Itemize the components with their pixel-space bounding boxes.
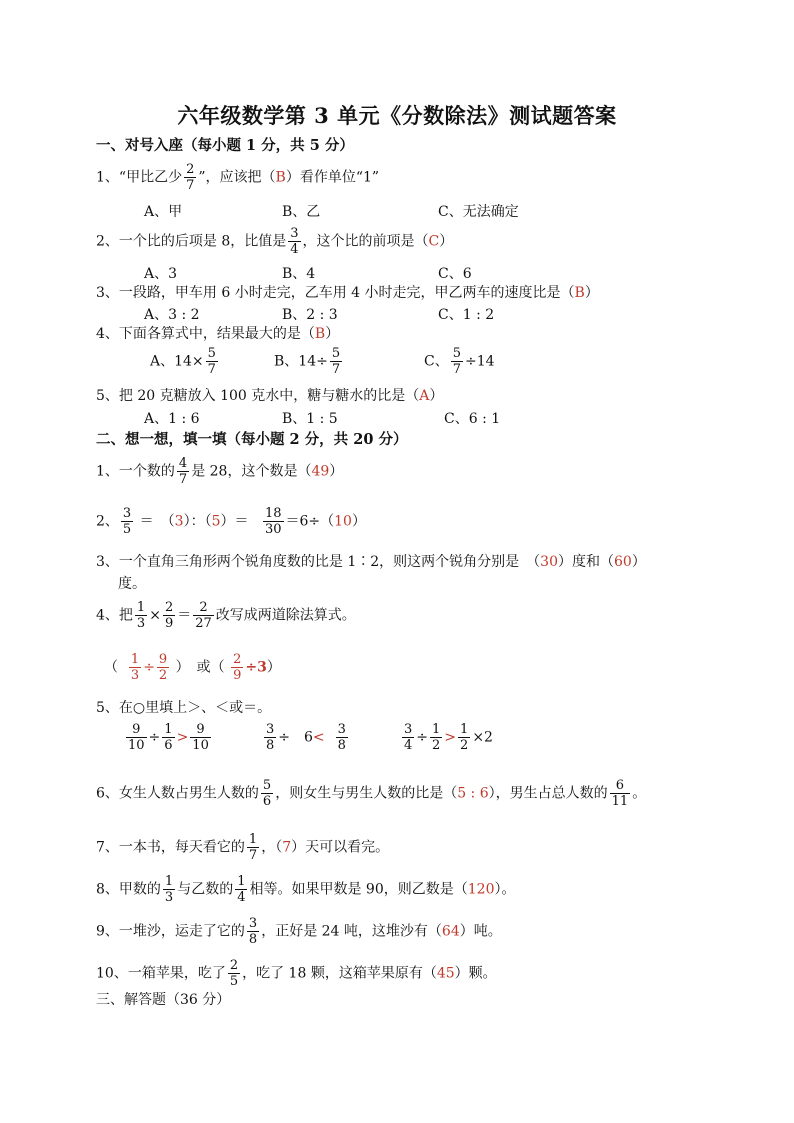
compare-1: $\frac{9}{10}$ ÷ $\frac{1}{6}$ > $\frac{9}{10}$	[128, 722, 209, 753]
compare-2: $\frac{3}{8}$ ÷ 6< $\frac{3}{8}$	[266, 722, 346, 753]
option-a: A、甲	[144, 204, 183, 220]
fraction: $\frac{18}{30}$	[264, 506, 282, 537]
answer: >	[444, 729, 457, 746]
answer: B	[574, 285, 585, 301]
answer: 5 : 6	[457, 785, 489, 802]
answer: C	[428, 233, 440, 250]
answer: 64	[441, 923, 460, 940]
fraction: $\frac{2}{27}$	[195, 600, 212, 631]
fraction: $\frac{3}{4}$	[404, 722, 413, 753]
s2-q3-line2: 度。	[118, 576, 146, 592]
fraction: $\frac{9}{10}$	[128, 722, 145, 753]
fraction: $\frac{4}{7}$	[178, 456, 188, 487]
fraction: $\frac{1}{6}$	[164, 722, 173, 753]
s2-q2: 2、 $\frac{3}{5}$ ＝ （3）：（5）＝ $\frac{18}{30}$ ＝6÷（10）	[96, 506, 366, 537]
fraction: $\frac{9}{2}$	[158, 652, 168, 683]
option-c: C、 $\frac{5}{7}$ ÷14	[424, 346, 495, 377]
section-2-heading: 二、想一想，填一填（每小题 2 分，共 20 分）	[96, 431, 408, 448]
answer: B	[314, 326, 326, 342]
answer: 49	[311, 463, 330, 480]
answer: 5	[211, 513, 221, 530]
s2-q7: 7、一本书，每天看它的 $\frac{1}{7}$ ，（7）天可以看完。	[96, 832, 390, 863]
fraction: $\frac{2}{5}$	[229, 958, 239, 989]
option-c: C、无法确定	[438, 204, 519, 220]
answer: 45	[436, 965, 455, 982]
option-b: B、1 : 5	[282, 411, 338, 427]
option-a: A、1 : 6	[144, 411, 200, 427]
fraction: $\frac{1}{3}$	[136, 600, 146, 631]
option-b: B、乙	[282, 204, 321, 220]
fraction: $\frac{1}{4}$	[237, 874, 246, 905]
fraction: $\frac{5}{7}$	[452, 346, 461, 377]
fraction: $\frac{9}{10}$	[192, 722, 209, 753]
option-b: B、14÷ $\frac{5}{7}$	[274, 346, 341, 377]
answer: >	[176, 729, 189, 746]
answer: A	[419, 388, 430, 404]
section-3-heading: 三、解答题（36 分）	[96, 992, 231, 1008]
option-c: C、1 : 2	[438, 307, 495, 323]
answer: 3	[174, 513, 184, 530]
answer: 10	[334, 513, 352, 530]
s2-q3: 3、一个直角三角形两个锐角度数的比是 1∶2，则这两个锐角分别是 （30）度和（60）	[96, 554, 646, 570]
fraction: $\frac{2}{7}$	[186, 162, 195, 193]
fraction: $\frac{1}{3}$	[130, 652, 140, 683]
section-1-heading: 一、对号入座（每小题 1 分，共 5 分）	[96, 137, 354, 154]
answer: B	[275, 169, 286, 186]
answer: 60	[614, 554, 632, 570]
fraction: $\frac{1}{7}$	[248, 832, 258, 863]
fraction: $\frac{5}{6}$	[262, 778, 272, 809]
fraction: $\frac{1}{2}$	[460, 722, 469, 753]
option-b: B、2 : 3	[282, 307, 338, 323]
option-c: C、6 : 1	[444, 411, 501, 427]
answer: <	[312, 729, 325, 746]
fraction: $\frac{2}{9}$	[164, 600, 174, 631]
fraction: $\frac{1}{3}$	[164, 874, 174, 905]
fraction: $\frac{1}{2}$	[432, 722, 441, 753]
compare-3: $\frac{3}{4}$ ÷ $\frac{1}{2}$ > $\frac{1}{2}$ ×2	[404, 722, 493, 753]
s2-q6: 6、女生人数占男生人数的 $\frac{5}{6}$ ，则女生与男生人数的比是（5 : 6），男生占总人数的 $\frac{6}{11}$ 。	[96, 778, 647, 809]
s1-q4: 4、下面各算式中，结果最大的是（B）	[96, 326, 340, 342]
s2-q8: 8、甲数的 $\frac{1}{3}$ 与乙数的 $\frac{1}{4}$ 相等。如果甲数是 90，则乙数是（120）。	[96, 874, 516, 905]
fraction: $\frac{3}{5}$	[122, 506, 132, 537]
option-a: A、3	[144, 266, 178, 282]
fraction: $\frac{6}{11}$	[611, 778, 629, 809]
s2-q4-answer: （ $\frac{1}{3}$ ÷ $\frac{9}{2}$ ） 或（ $\frac{2}{9}$ ÷3）	[104, 652, 281, 683]
s2-q4: 4、把 $\frac{1}{3}$ × $\frac{2}{9}$ ＝ $\frac{2}{27}$ 改写成两道除法算式。	[96, 600, 356, 631]
page-title: 六年级数学第 3 单元《分数除法》测试题答案	[177, 103, 617, 128]
answer: 30	[540, 554, 558, 570]
option-a: A、14× $\frac{5}{7}$	[150, 346, 216, 377]
answer: 120	[467, 881, 495, 898]
fraction: $\frac{3}{8}$	[266, 722, 275, 753]
fraction: $\frac{3}{4}$	[290, 226, 299, 257]
option-a: A、3 : 2	[144, 307, 200, 323]
fraction: $\frac{5}{7}$	[331, 346, 341, 377]
fraction: $\frac{3}{8}$	[337, 722, 346, 753]
s2-q10: 10、一箱苹果，吃了 $\frac{2}{5}$ ，吃了 18 颗，这箱苹果原有（45）颗。	[96, 958, 497, 989]
s2-q1: 1、一个数的 $\frac{4}{7}$ 是 28，这个数是（49）	[96, 456, 344, 487]
answer: ÷	[143, 659, 155, 676]
s1-q1: 1、“甲比乙少 $\frac{2}{7}$ ”，应该把（B）看作单位“1”	[96, 162, 380, 193]
s1-q2: 2、一个比的后项是 8，比值是 $\frac{3}{4}$ ，这个比的前项是（C）	[96, 226, 454, 257]
fraction: $\frac{3}{8}$	[248, 916, 258, 947]
s1-q5: 5、把 20 克糖放入 100 克水中，糖与糖水的比是（A）	[96, 388, 444, 404]
answer: ÷3	[245, 659, 267, 676]
s2-q9: 9、一堆沙，运走了它的 $\frac{3}{8}$ ，正好是 24 吨，这堆沙有（64）吨。	[96, 916, 502, 947]
s2-q5: 5、在○里填上＞、＜或＝。	[96, 700, 272, 716]
answer: 7	[282, 839, 292, 856]
option-b: B、4	[282, 266, 316, 282]
option-c: C、6	[438, 266, 472, 282]
fraction: $\frac{2}{9}$	[233, 652, 242, 683]
fraction: $\frac{5}{7}$	[207, 346, 216, 377]
s1-q3: 3、一段路，甲车用 6 小时走完，乙车用 4 小时走完，甲乙两车的速度比是（B）	[96, 285, 599, 301]
